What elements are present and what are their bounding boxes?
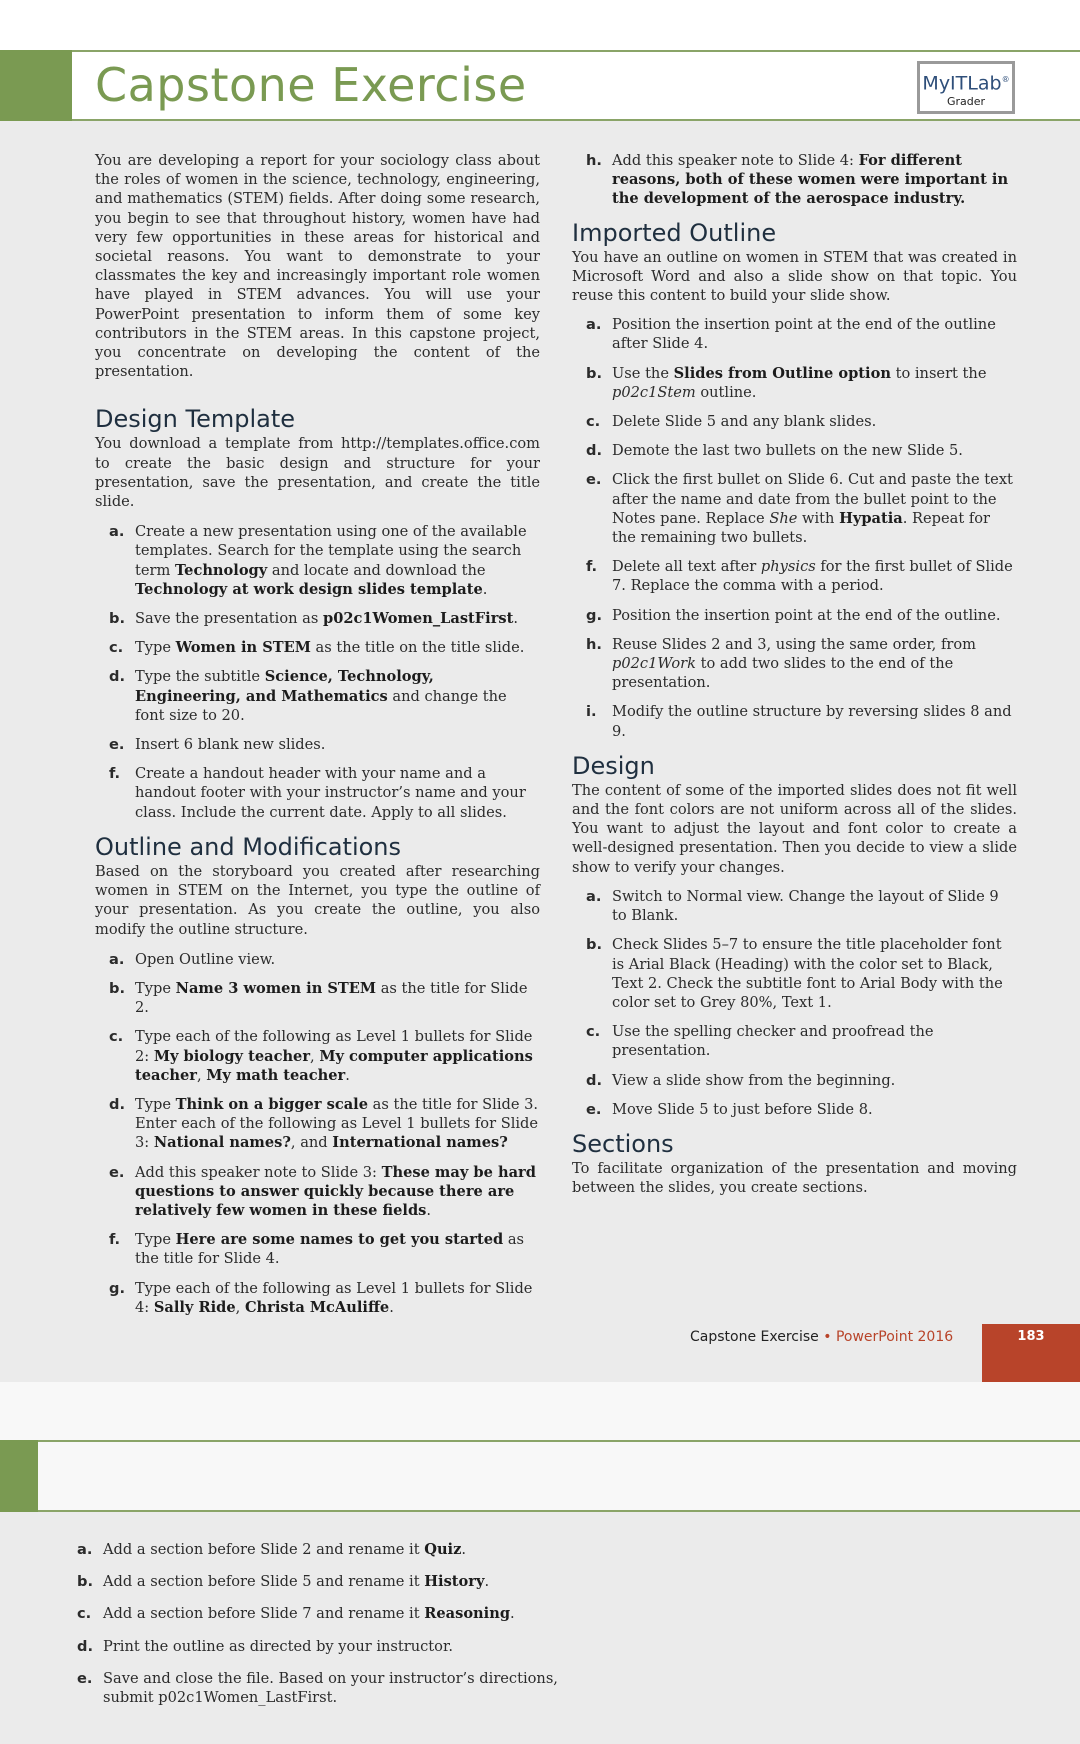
list-item <box>572 151 1017 209</box>
list-item-text: Add this speaker note to Slide 4: <box>612 152 859 169</box>
list-item-text: View a slide show from the beginning. <box>612 1071 896 1089</box>
list-item-label: c. <box>586 413 601 431</box>
design-template-heading: Design Template <box>95 405 296 434</box>
list-item <box>95 950 540 969</box>
list-item-label: d. <box>77 1637 93 1655</box>
continued-list <box>572 151 1017 209</box>
list-item <box>95 667 540 725</box>
list-item-label: e. <box>109 1163 125 1181</box>
page-gap <box>0 1382 1080 1440</box>
list-item <box>572 470 1017 547</box>
list-item-label: a. <box>109 523 125 541</box>
list-item-text: , <box>196 1066 207 1084</box>
list-item <box>572 557 1017 595</box>
design-intro: The content of some of the imported slides does not fit well and the font colors are not uniform across all of the slides. You want to adjust the layout and font color to create a well-designed presentation. Then you decide to view a slide show to verify your changes. <box>572 781 1017 876</box>
myitlab-grader-logo <box>917 61 1015 114</box>
list-item-text: History <box>424 1573 485 1591</box>
list-item-text: Create a handout header with your name and a handout footer with your instructor’s name and your class. Include the current date. Apply to all slides. <box>135 765 526 821</box>
list-item-label: f. <box>109 765 121 783</box>
list-item-text: Think on a bigger scale <box>175 1095 368 1113</box>
list-item-text: . <box>484 1573 490 1591</box>
list-item-label: d. <box>586 442 602 460</box>
list-item-label: b. <box>109 979 125 997</box>
list-item-label: b. <box>586 364 602 382</box>
list-item-text: Sally Ride <box>153 1298 236 1316</box>
footer-separator: • <box>818 1329 836 1345</box>
list-item-text: Reasoning <box>424 1605 511 1623</box>
list-item-text: Christa McAuliffe <box>244 1298 390 1316</box>
logo-registered-mark: ® <box>1001 75 1010 84</box>
list-item-text: Type each of the following as Level 1 bullets for Slide 4: <box>135 1279 533 1316</box>
design-template-intro: You download a template from http://templates.office.com to create the basic design and structure for your presentation, save the presentation, and create the title slide. <box>95 435 540 511</box>
intro-paragraph: You are developing a report for your sociology class about the roles of women in the science, technology, engineering, and mathematics (STEM) fields. After doing some research, you begin to see that throughout history, women have had very few opportunities in these areas for historical and societal reasons. You want to demonstrate to your classmates the key and increasingly important role women have played in STEM advances. You will use your PowerPoint presentation to inform them of some key contributors in the STEM areas. In this capstone project, you concentrate on developing the content of the presentation. <box>95 152 540 381</box>
list-item-text: and change the font size to 20. <box>135 687 507 724</box>
list-item-label: h. <box>586 635 602 653</box>
list-item <box>95 764 540 822</box>
page2-column <box>63 1540 583 1720</box>
header-accent-block <box>0 50 72 121</box>
list-item-text: p02c1Stem <box>612 383 696 401</box>
list-item-text: Open Outline view. <box>135 950 276 968</box>
list-item-text: Science, Technology, Engineering, and Mathematics <box>135 668 434 705</box>
list-item-text: Save the presentation as <box>135 610 323 628</box>
page-title: Capstone Exercise <box>95 58 527 112</box>
list-item-text: . <box>345 1066 350 1084</box>
list-item <box>95 1027 540 1085</box>
list-item-label: c. <box>109 639 124 657</box>
list-item-text: Type <box>135 639 176 657</box>
list-item <box>572 887 1017 925</box>
list-item <box>95 1095 540 1153</box>
list-item-label: b. <box>586 936 602 954</box>
list-item-text: , <box>235 1298 245 1316</box>
right-column <box>572 151 1017 1197</box>
list-item-text: . <box>513 610 518 628</box>
list-item <box>63 1540 583 1559</box>
list-item-text: Delete all text after <box>612 558 761 576</box>
outline-modifications-list <box>95 950 540 1317</box>
list-item-label: g. <box>109 1279 125 1297</box>
list-item-label: e. <box>77 1669 93 1687</box>
list-item-text: Hypatia <box>839 509 903 527</box>
sections-list <box>63 1540 583 1707</box>
list-item-label: f. <box>109 1231 121 1249</box>
list-item-text: She <box>769 509 798 527</box>
list-item-text: Demote the last two bullets on the new Slide 5. <box>612 442 963 460</box>
sections-heading: Sections <box>572 1129 674 1158</box>
list-item <box>63 1637 583 1656</box>
list-item-text: These may be hard questions to answer quickly because there are relatively few women in these fields <box>135 1163 536 1219</box>
list-item <box>572 635 1017 693</box>
list-item-label: a. <box>109 950 125 968</box>
design-template-list <box>95 522 540 822</box>
list-item-text: , <box>310 1047 320 1065</box>
list-item-text: Type <box>135 979 176 997</box>
list-item <box>572 702 1017 740</box>
list-item-label: b. <box>77 1573 93 1591</box>
list-item <box>95 979 540 1017</box>
page-number-box <box>982 1324 1080 1382</box>
list-item-label: g. <box>586 606 602 624</box>
list-item-text: p02c1Work <box>612 655 696 673</box>
list-item-text: National names? <box>153 1134 291 1152</box>
list-item-label: e. <box>586 1100 602 1118</box>
list-item <box>572 315 1017 353</box>
list-item-label: c. <box>77 1605 92 1623</box>
list-item-label: e. <box>586 471 602 489</box>
list-item-text: . <box>426 1201 432 1219</box>
list-item-text: p02c1Women_LastFirst <box>323 610 514 628</box>
list-item <box>95 1230 540 1268</box>
page-top-margin <box>0 0 1080 50</box>
list-item-label: c. <box>586 1023 601 1041</box>
logo-subtext: Grader <box>946 95 986 109</box>
list-item-label: e. <box>109 736 125 754</box>
list-item-text: Use the <box>612 364 674 382</box>
list-item-text: Move Slide 5 to just before Slide 8. <box>612 1100 873 1118</box>
list-item <box>572 412 1017 431</box>
design-list <box>572 887 1017 1119</box>
list-item-text: as the title for Slide 3. Enter each of the following as Level 1 bullets for Slide 3: <box>135 1095 539 1152</box>
list-item <box>95 638 540 657</box>
list-item <box>572 441 1017 460</box>
footer-product: PowerPoint 2016 <box>835 1329 954 1345</box>
list-item-text: Add a section before Slide 2 and rename it <box>103 1541 425 1558</box>
page2-accent-block <box>0 1440 38 1512</box>
list-item-text: . <box>482 580 488 598</box>
list-item-text: International names? <box>332 1134 508 1152</box>
list-item-text: My biology teacher <box>153 1047 311 1065</box>
list-item-label: i. <box>586 703 597 721</box>
list-item-text: Type the subtitle <box>135 668 265 686</box>
list-item-text: as the title on the title slide. <box>310 639 525 657</box>
list-item-text: Create a new presentation using one of the available templates. Search for the template using the search term <box>135 523 527 579</box>
list-item-text: Switch to Normal view. Change the layout of Slide 9 to Blank. <box>612 887 999 925</box>
list-item-label: a. <box>586 887 602 905</box>
imported-outline-intro: You have an outline on women in STEM that was created in Microsoft Word and also a slide show on that topic. You reuse this content to build your slide show. <box>572 248 1017 305</box>
list-item <box>63 1572 583 1591</box>
sections-intro: To facilitate organization of the presentation and moving between the slides, you create sections. <box>572 1159 1017 1197</box>
list-item-text: . <box>461 1541 467 1558</box>
list-item <box>95 735 540 754</box>
list-item <box>572 606 1017 625</box>
list-item-text: Here are some names to get you started <box>175 1231 504 1249</box>
list-item-label: h. <box>586 152 602 169</box>
list-item <box>95 522 540 599</box>
list-item-label: c. <box>109 1028 124 1046</box>
outline-modifications-intro: Based on the storyboard you created after researching women in STEM on the Internet, you type the outline of your presentation. As you create the outline, you also modify the outline structure. <box>95 862 540 938</box>
list-item-text: as the title for Slide 2. <box>135 979 528 1017</box>
list-item <box>572 935 1017 1012</box>
footer-label: Capstone Exercise <box>690 1329 819 1345</box>
list-item-text: , and <box>290 1134 333 1152</box>
list-item-text: with <box>797 509 840 527</box>
list-item-text: Type each of the following as Level 1 bullets for Slide 2: <box>135 1028 533 1065</box>
list-item-text: Reuse Slides 2 and 3, using the same order, from <box>612 635 976 653</box>
imported-outline-heading: Imported Outline <box>572 218 777 247</box>
list-item-text: Add this speaker note to Slide 3: <box>135 1163 382 1181</box>
list-item-text: Name 3 women in STEM <box>175 979 377 997</box>
list-item-text: Modify the outline structure by reversing slides 8 and 9. <box>612 703 1012 740</box>
left-column <box>95 151 540 1327</box>
list-item-text: Save and close the file. Based on your instructor’s directions, submit p02c1Women_LastFirst. <box>103 1669 558 1707</box>
page-number: 183 <box>1017 1329 1045 1344</box>
list-item-text: outline. <box>695 383 757 401</box>
list-item-text: My computer applications teacher <box>135 1047 533 1084</box>
list-item-text: Click the first bullet on Slide 6. Cut and paste the text after the name and date from the bullet point to the Notes pane. Replace <box>612 471 1013 527</box>
list-item-text: Print the outline as directed by your instructor. <box>103 1637 453 1655</box>
list-item-text: Delete Slide 5 and any blank slides. <box>612 413 877 431</box>
list-item <box>95 609 540 628</box>
list-item <box>63 1669 583 1707</box>
list-item <box>572 364 1017 402</box>
list-item <box>572 1022 1017 1060</box>
list-item-text: Insert 6 blank new slides. <box>135 736 326 754</box>
list-item <box>63 1604 583 1623</box>
list-item-label: d. <box>109 668 125 686</box>
list-item-label: f. <box>586 558 598 576</box>
list-item-text: Technology at work design slides template <box>135 580 483 598</box>
list-item-text: For different reasons, both of these women were important in the development of the aerospace industry. <box>612 152 1009 208</box>
list-item-text: for the first bullet of Slide 7. Replace the comma with a period. <box>612 558 1013 595</box>
list-item-text: to add two slides to the end of the presentation. <box>612 655 954 692</box>
list-item-text: Slides from Outline option <box>673 364 891 382</box>
list-item-text: Check Slides 5–7 to ensure the title placeholder font is Arial Black (Heading) with the color set to Black, Text 2. Check the subtitle font to Arial Body with the color set to Grey 80%, Text 1. <box>612 936 1003 1011</box>
list-item-text: Use the spelling checker and proofread the presentation. <box>612 1023 934 1060</box>
list-item-text: Type <box>135 1095 176 1113</box>
list-item-text: . Repeat for the remaining two bullets. <box>612 509 990 547</box>
list-item <box>95 1163 540 1221</box>
imported-outline-list <box>572 315 1017 741</box>
list-item-text: My math teacher <box>206 1066 346 1084</box>
list-item-label: a. <box>586 316 602 334</box>
list-item-label: a. <box>77 1541 93 1558</box>
list-item-text: Technology <box>174 561 268 579</box>
list-item-text: Position the insertion point at the end of the outline after Slide 4. <box>612 316 996 353</box>
list-item-text: Position the insertion point at the end of the outline. <box>612 606 1001 624</box>
logo-text: MyITLab <box>922 72 1002 95</box>
list-item-text: Quiz <box>424 1541 462 1558</box>
design-heading: Design <box>572 751 655 780</box>
list-item-text: . <box>510 1605 515 1623</box>
list-item-text: as the title for Slide 4. <box>135 1231 525 1268</box>
list-item-label: d. <box>586 1071 602 1089</box>
list-item-label: b. <box>109 610 125 628</box>
list-item-text: Type <box>135 1231 176 1249</box>
list-item <box>95 1279 540 1317</box>
page-footer <box>690 1326 953 1348</box>
list-item-text: . <box>389 1298 394 1316</box>
list-item-label: d. <box>109 1095 125 1113</box>
list-item-text: to insert the <box>890 364 987 382</box>
list-item-text: and locate and download the <box>267 561 486 579</box>
list-item <box>572 1071 1017 1090</box>
outline-modifications-heading: Outline and Modifications <box>95 832 402 861</box>
list-item-text: Add a section before Slide 7 and rename it <box>103 1605 425 1623</box>
page2-header-band <box>0 1440 1080 1512</box>
list-item-text: physics <box>760 558 816 576</box>
list-item-text: Add a section before Slide 5 and rename it <box>103 1573 425 1591</box>
list-item <box>572 1100 1017 1119</box>
list-item-text: Women in STEM <box>175 639 311 657</box>
